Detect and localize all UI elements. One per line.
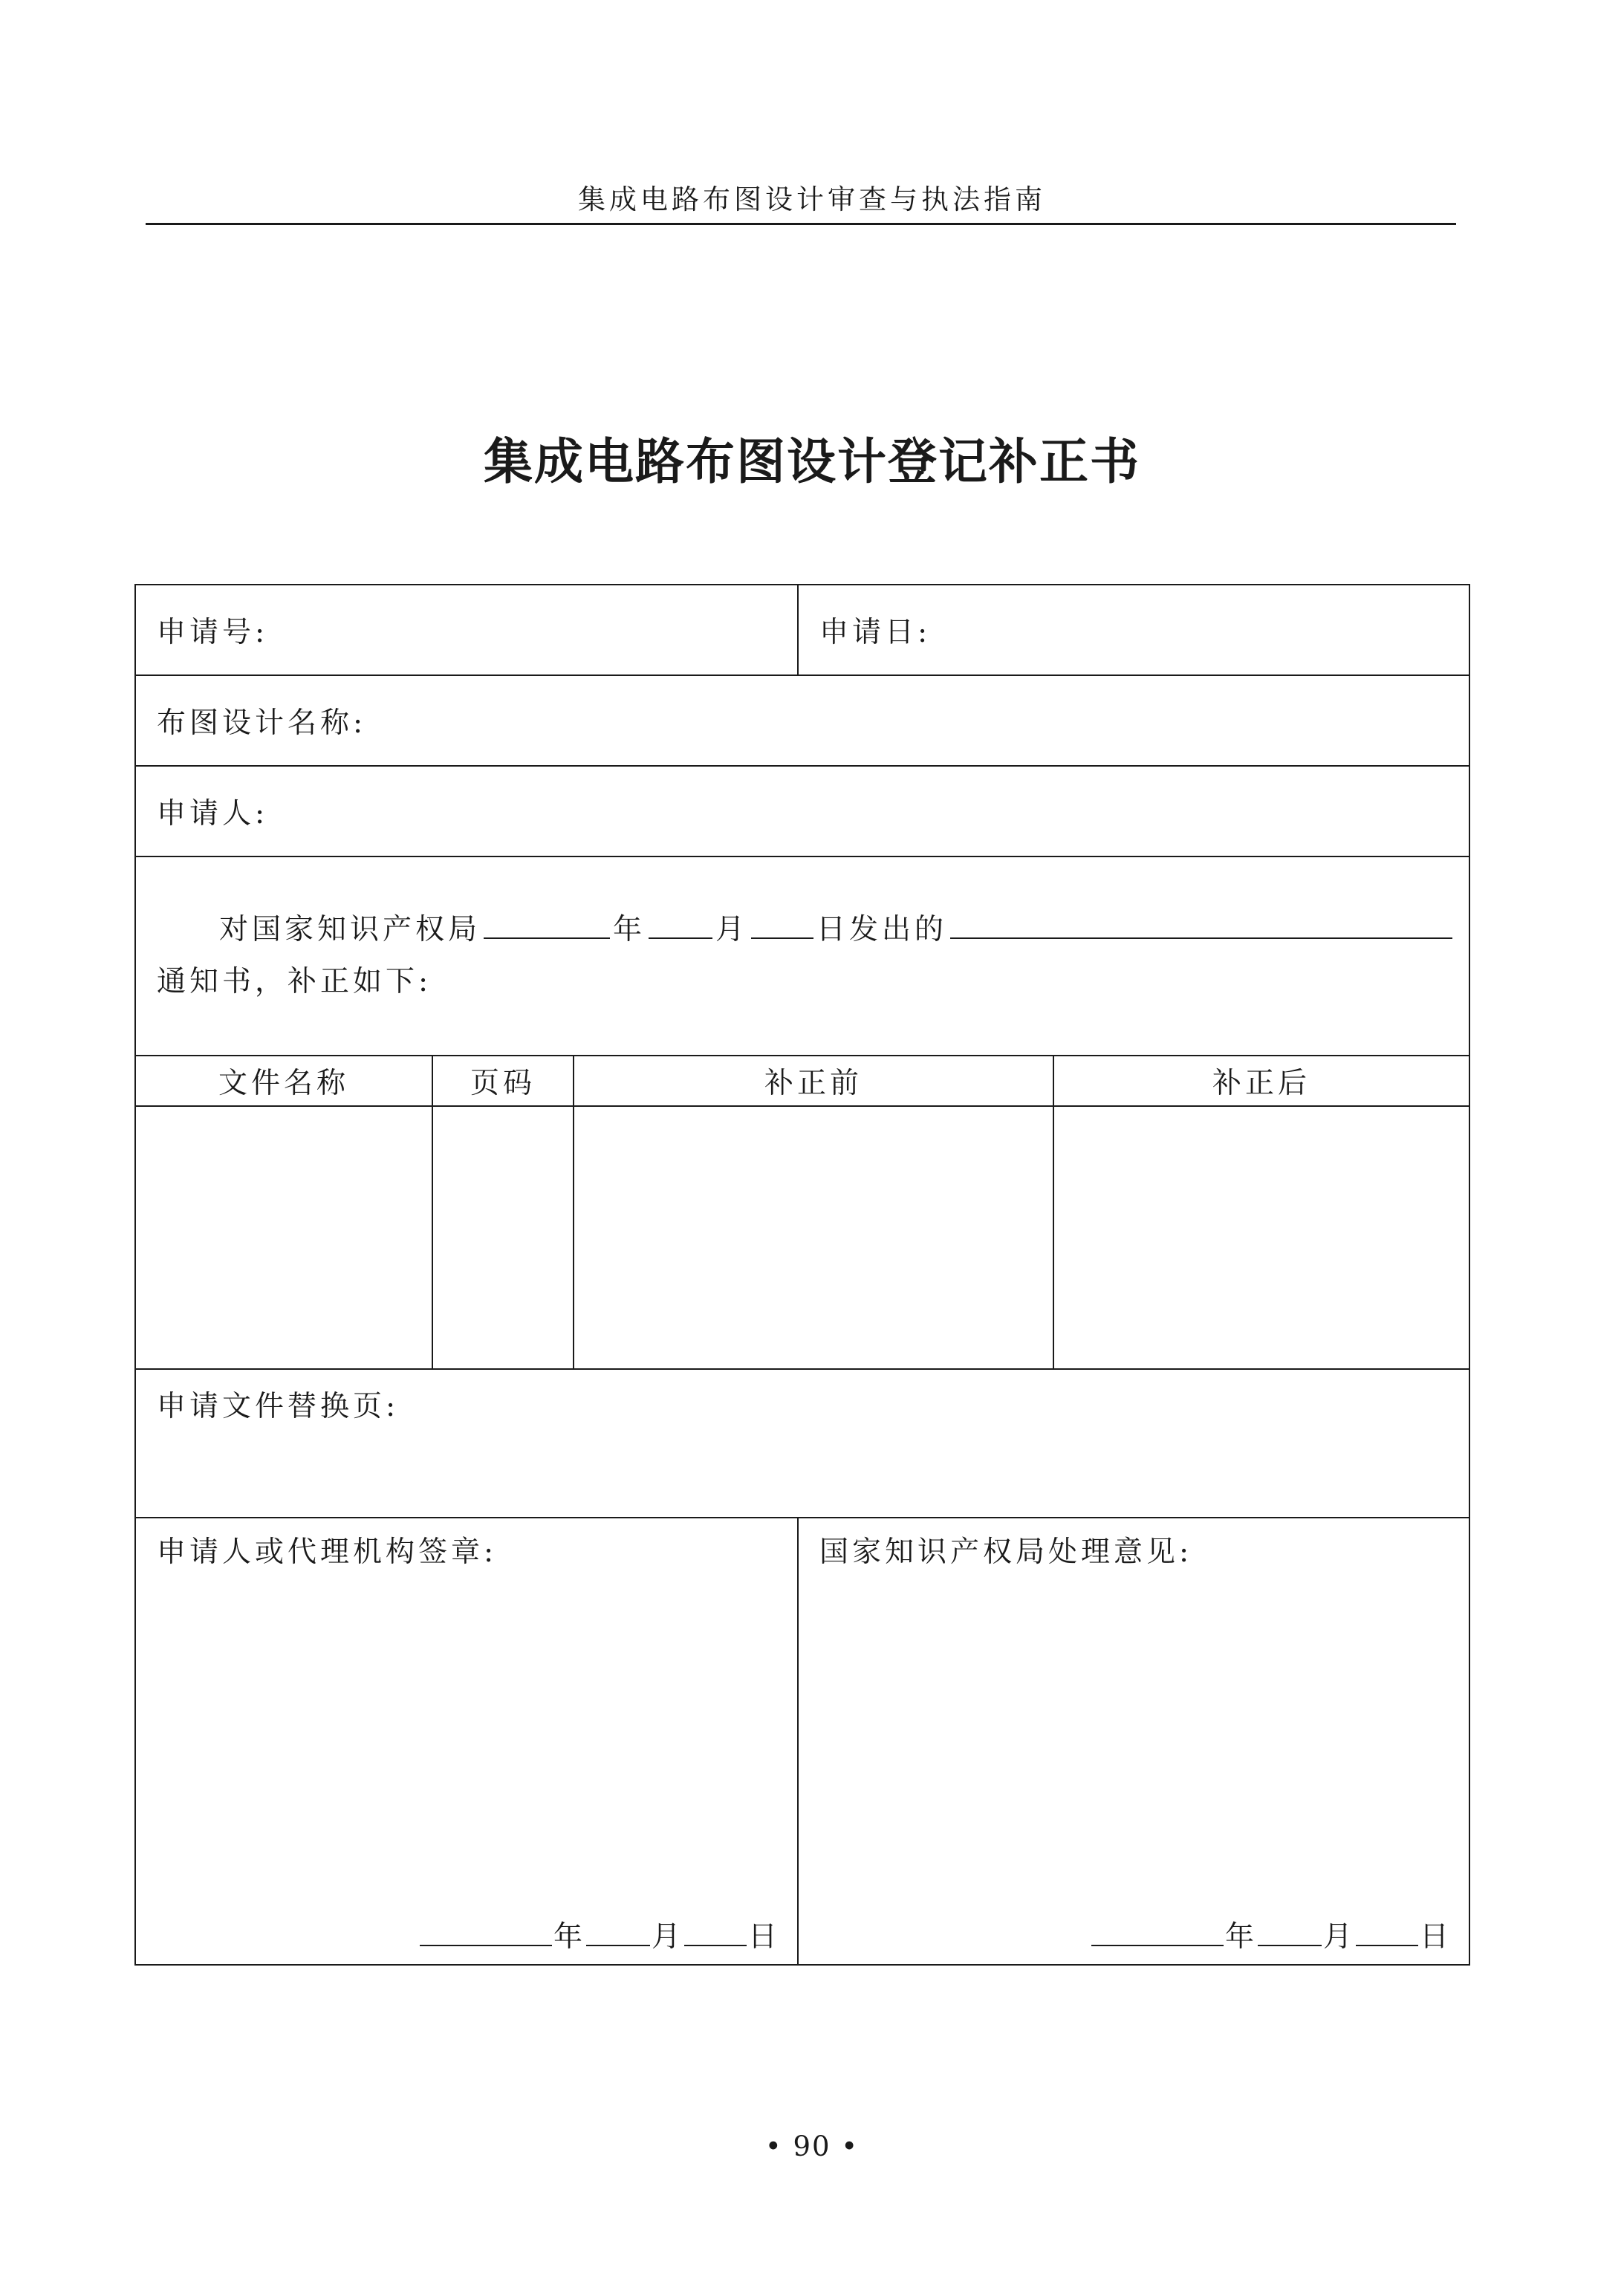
notice-prefix: 对国家知识产权局 bbox=[219, 913, 481, 946]
applicant-row bbox=[135, 766, 1469, 856]
applicant-label: 申请人: bbox=[157, 797, 269, 830]
office-opinion-field[interactable] bbox=[798, 1518, 1469, 1965]
correction-table-header bbox=[135, 1056, 1469, 1106]
notice-year-blank[interactable] bbox=[484, 911, 610, 939]
office-month-label: 月 bbox=[1322, 1920, 1354, 1954]
correction-entry-row bbox=[135, 1106, 1469, 1369]
notice-cell bbox=[135, 856, 1469, 1056]
application-date-label: 申请日: bbox=[819, 616, 932, 649]
applicant-seal-field[interactable] bbox=[135, 1518, 798, 1965]
column-header-after-correction: 补正后 bbox=[1053, 1056, 1469, 1106]
replacement-pages-row bbox=[135, 1369, 1469, 1518]
design-name-label: 布图设计名称: bbox=[157, 706, 367, 740]
notice-day-blank[interactable] bbox=[751, 911, 813, 939]
page-number: • 90 • bbox=[764, 2130, 860, 2162]
before-correction-cell[interactable] bbox=[574, 1106, 1053, 1369]
design-name-row bbox=[135, 675, 1469, 766]
notice-day-issued-label: 日发出的 bbox=[816, 913, 948, 946]
replacement-pages-label: 申请文件替换页: bbox=[157, 1390, 400, 1423]
applicant-date-line bbox=[418, 1914, 779, 1955]
correction-form-table bbox=[134, 584, 1470, 1966]
office-day-label: 日 bbox=[1420, 1920, 1452, 1954]
office-date-line bbox=[1090, 1914, 1451, 1955]
office-day-blank[interactable] bbox=[1356, 1918, 1418, 1946]
design-name-field[interactable] bbox=[135, 675, 1469, 766]
header-rule bbox=[146, 223, 1456, 225]
applicant-field[interactable] bbox=[135, 766, 1469, 856]
notice-type-blank[interactable] bbox=[950, 911, 1452, 939]
applicant-month-blank[interactable] bbox=[586, 1918, 650, 1946]
office-month-blank[interactable] bbox=[1258, 1918, 1322, 1946]
column-header-page-number: 页码 bbox=[432, 1056, 574, 1106]
applicant-month-label: 月 bbox=[651, 1920, 683, 1954]
application-number-label: 申请号: bbox=[157, 616, 269, 649]
application-date-field[interactable] bbox=[798, 585, 1469, 675]
column-header-before-correction: 补正前 bbox=[574, 1056, 1053, 1106]
notice-line-2: 通知书，补正如下: bbox=[157, 965, 432, 998]
page-number-cell[interactable] bbox=[432, 1106, 574, 1369]
office-year-label: 年 bbox=[1224, 1920, 1256, 1954]
after-correction-cell[interactable] bbox=[1053, 1106, 1469, 1369]
applicant-day-blank[interactable] bbox=[684, 1918, 747, 1946]
applicant-year-label: 年 bbox=[553, 1920, 585, 1954]
applicant-year-blank[interactable] bbox=[420, 1918, 552, 1946]
signature-row bbox=[135, 1518, 1469, 1965]
notice-month-label: 月 bbox=[715, 913, 749, 946]
notice-month-blank[interactable] bbox=[649, 911, 712, 939]
application-info-row bbox=[135, 585, 1469, 675]
replacement-pages-field[interactable] bbox=[135, 1369, 1469, 1518]
office-opinion-label: 国家知识产权局处理意见: bbox=[819, 1535, 1193, 1569]
file-name-cell[interactable] bbox=[135, 1106, 432, 1369]
applicant-seal-label: 申请人或代理机构签章: bbox=[157, 1535, 498, 1569]
notice-year-label: 年 bbox=[613, 913, 646, 946]
application-number-field[interactable] bbox=[135, 585, 798, 675]
office-year-blank[interactable] bbox=[1091, 1918, 1224, 1946]
document-title: 集成电路布图设计登记补正书 bbox=[484, 432, 1140, 490]
notice-line-1 bbox=[157, 904, 1469, 956]
applicant-day-label: 日 bbox=[747, 1920, 779, 1954]
column-header-file-name: 文件名称 bbox=[135, 1056, 432, 1106]
running-header: 集成电路布图设计审查与执法指南 bbox=[578, 183, 1046, 215]
notice-row bbox=[135, 856, 1469, 1056]
